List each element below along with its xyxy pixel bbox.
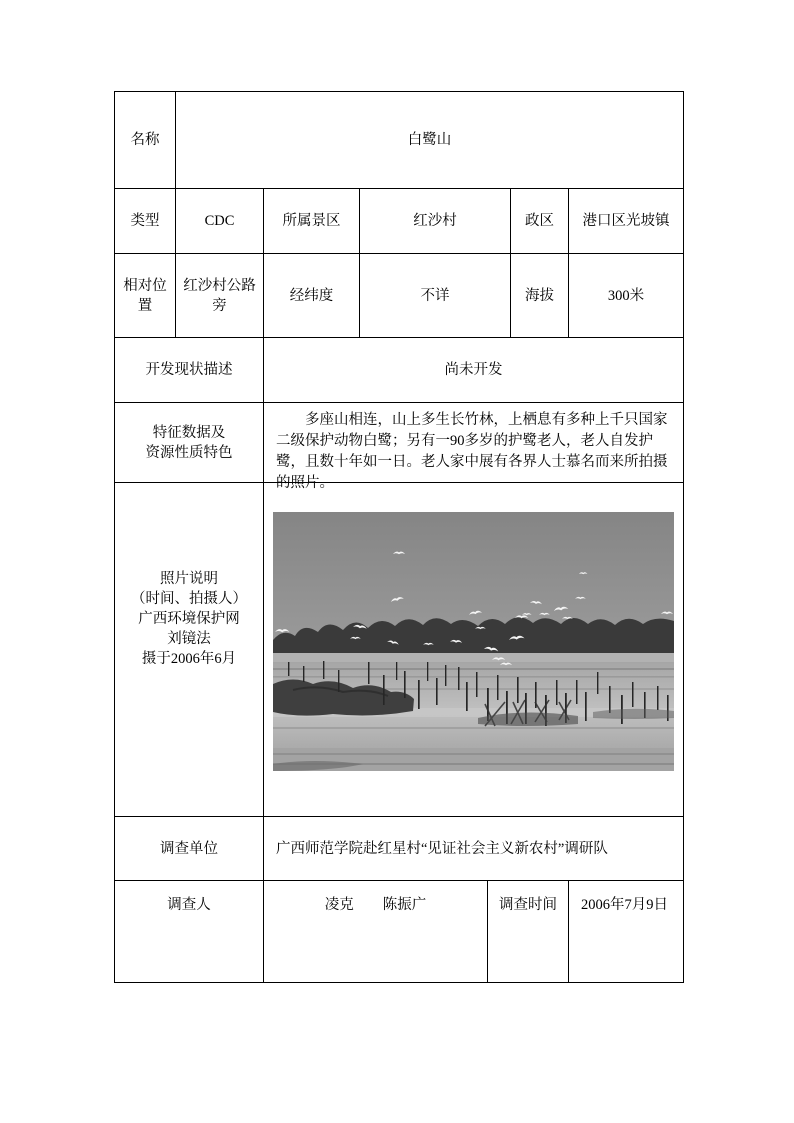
table-row-name: [115, 92, 684, 189]
scenic-area-value: 红沙村: [360, 189, 511, 254]
survey-unit-label: 调查单位: [115, 817, 264, 881]
name-value: 白鹭山: [176, 92, 684, 189]
table-row-photo: [115, 483, 684, 817]
name-label: 名称: [115, 92, 176, 189]
coordinates-label: 经纬度: [264, 254, 360, 338]
coordinates-value: 不详: [360, 254, 511, 338]
type-value: CDC: [176, 189, 264, 254]
surveyor-value: 凌克 陈振广: [264, 881, 488, 983]
district-value: 港口区光坡镇: [569, 189, 684, 254]
photo-caption-line4: 刘镜法: [167, 631, 211, 647]
photo-caption-line1: 照片说明: [160, 571, 218, 587]
site-info-table: [114, 91, 684, 983]
survey-unit-value: 广西师范学院赴红星村“见证社会主义新农村”调研队: [264, 817, 684, 881]
survey-time-value: 2006年7月9日: [569, 881, 684, 983]
features-value: [264, 403, 684, 491]
photo-caption-line2: （时间、拍摄人）: [131, 591, 247, 607]
scenic-area-label: 所属景区: [264, 189, 360, 254]
table-row-surveyor: [115, 881, 684, 983]
table-row-survey-unit: [115, 817, 684, 881]
features-label-line2: 资源性质特色: [145, 444, 233, 461]
altitude-label: 海拔: [511, 254, 569, 338]
development-label: 开发现状描述: [115, 338, 264, 403]
features-paragraph: 多座山相连，山上多生长竹林，上栖息有多种上千只国家二级保护动物白鹭；另有一90多岁的护鹭老人，老人自发护鹭，且数十年如一日。老人家中展有各界人士慕名而来所拍摄的照片。: [276, 412, 668, 491]
photo-container: [264, 483, 684, 817]
photo-caption-line3: 广西环境保护网: [138, 611, 240, 627]
survey-time-label: 调查时间: [488, 881, 569, 983]
features-label: [115, 403, 264, 483]
table-row-features: [115, 403, 684, 491]
relative-position-value: 红沙村公路旁: [176, 254, 264, 338]
development-value: 尚未开发: [264, 338, 684, 403]
surveyor-label: 调查人: [115, 881, 264, 983]
relative-position-label: 相对位置: [115, 254, 176, 338]
photo-caption-line5: 摄于2006年6月: [141, 651, 237, 667]
altitude-value: 300米: [569, 254, 684, 338]
features-label-line1: 特征数据及: [152, 424, 226, 441]
photo-caption: [115, 483, 264, 817]
site-photo: [273, 512, 674, 771]
table-row-development: [115, 338, 684, 403]
type-label: 类型: [115, 189, 176, 254]
table-row-type: [115, 189, 684, 254]
district-label: 政区: [511, 189, 569, 254]
table-row-position: [115, 254, 684, 338]
